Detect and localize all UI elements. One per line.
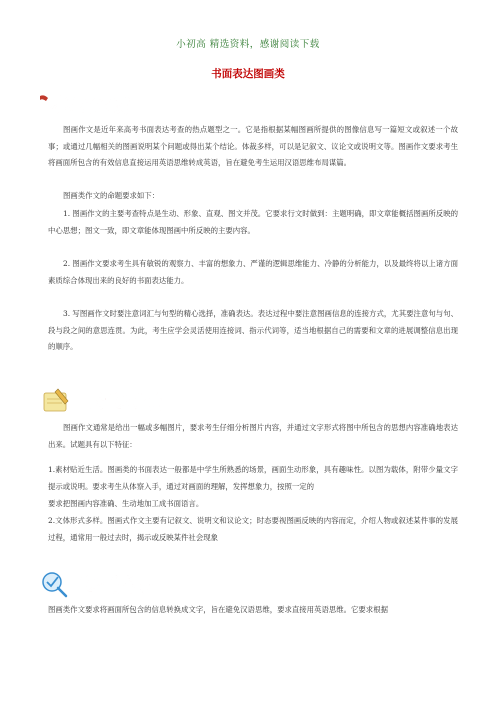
requirement-item-3: 3. 写图画作文时要注意词汇与句型的精心选择，准确表达。表达过程中要注意图画信息的连接方式，尤其要注意句与句、段与段之间的意思连贯。为此，考生应学会灵活使用连接词、指示代词等，适当地根据自己的需要和文章的进展调整信息出现的顺序。 (48, 309, 458, 351)
banner-text: 命题特点 (86, 392, 163, 414)
features-intro: 图画作文通常是给出一幅或多幅图片，要求考生仔细分析图片内容，并通过文字形式将图中所包含的思想内容准确地表达出来。试题具有以下特征： (48, 423, 458, 449)
banner-features-graphic (38, 385, 198, 417)
feature-item-1: 1.素材贴近生活。图画类的书面表达一般都是中学生所熟悉的场景，画面生动形象，具有趣味性。以图为载体，附带少量文字提示或说明。要求考生从体察入手，通过对画面的理解，发挥想象力，按照一定的 (48, 465, 458, 491)
guide-paragraph: 图画类作文要求将画面所包含的信息转换成文字，旨在避免汉语思维，要求直接用英语思维。它要求根据 (48, 605, 388, 614)
requirement-item-2: 2. 图画作文要求考生具有敏锐的观察力、丰富的想象力、严谨的逻辑思维能力、冷静的分析能力，以及最终将以上诸方面素质综合体现出来的良好的书面表达能力。 (48, 259, 458, 285)
banner-features (38, 385, 198, 414)
page-header: 小初高 精选资料，感谢阅读下载 (176, 39, 320, 50)
banner-question-guide (38, 568, 198, 597)
magnifier-check-icon (43, 573, 66, 596)
feature-item-1-continued: 要求把图画内容准确、生动地加工成书面语言。 (48, 499, 204, 508)
banner-exam-outline (38, 92, 168, 118)
banner-exam-outline-graphic (38, 92, 168, 118)
brush-accent-icon (40, 95, 48, 101)
banner-text: 题型指导 (76, 575, 153, 597)
page-title: 书面表达图画类 (211, 68, 285, 80)
pencil-note-icon (44, 389, 68, 411)
requirements-title: 图画类作文的命题要求如下： (63, 191, 160, 200)
feature-item-2: 2.文体形式多样。图画式作文主要有记叙文、说明文和议论文；时态要视图画反映的内容而定，介绍人物或叙述某件事的发展过程，通常用一般过去时，揭示或反映某件社会现象 (48, 516, 458, 542)
banner-question-guide-graphic (38, 568, 198, 600)
banner-text: 考纲解读 (48, 94, 128, 118)
intro-paragraph: 图画作文是近年来高考书面表达考查的热点题型之一。它是指根据某幅图画所提供的图像信息写一篇短文或叙述一个故事；或通过几幅相关的图画说明某个问题或得出某个结论。体裁多样，可以是记叙文、议论文或说明文等。图画作文要求考生将画面所包含的有效信息直接运用英语思维转成英语，旨在避免考生运用汉语思维布局谋篇。 (48, 125, 458, 167)
requirement-item-1: 1. 图画作文的主要考查特点是生动、形象、直观、图文并茂。它要求行文时做到：主题明确，即文章能概括图画所反映的中心思想；图文一致，即文章能体现图画中所反映的主要内容。 (48, 209, 458, 235)
